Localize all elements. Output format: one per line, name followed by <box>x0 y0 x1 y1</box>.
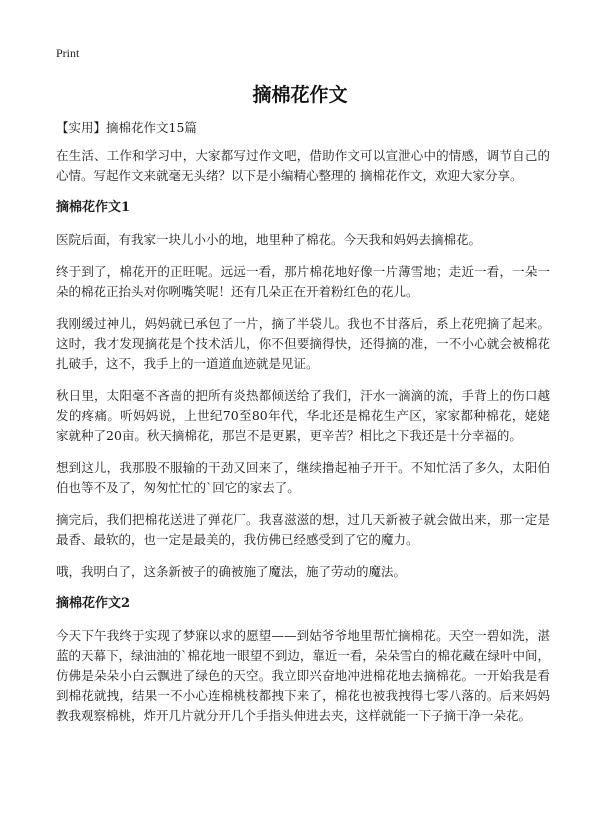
print-label: Print <box>56 46 80 60</box>
document-subtitle: 【实用】摘棉花作文15篇 <box>56 120 197 135</box>
paragraph: 想到这儿，我那股不服输的干劲又回来了，继续撸起袖子开干。不知忙活了多久，太阳伯伯也等不及了，匆匆忙忙的`回它的家去了。 <box>56 460 550 495</box>
section-heading: 摘棉花作文1 <box>56 200 131 215</box>
page-title: 摘棉花作文 <box>252 84 348 106</box>
paragraph: 医院后面，有我家一块儿小小的地，地里种了棉花。今天我和妈妈去摘棉花。 <box>56 232 482 247</box>
article-body <box>56 118 550 738</box>
paragraph: 今天下午我终于实现了梦寐以求的愿望——到姑爷爷地里帮忙摘棉花。天空一碧如洗，湛蓝的天幕下，绿油油的`棉花地一眼望不到边，靠近一看，朵朵雪白的棉花藏在绿叶中间，仿佛是朵朵小白云飘进了绿色的天空。我立即兴奋地冲进棉花地去摘棉花。一开始我是看到棉花就拽，结果一不小心连棉桃枝都拽下来了，棉花也被我拽得七零八落的。后来妈妈教我观察棉桃，炸开几片就分开几个手指头伸进去夹，这样就能一下子摘干净一朵花。 <box>56 628 550 723</box>
intro-paragraph: 在生活、工作和学习中，大家都写过作文吧，借助作文可以宣泄心中的情感，调节自己的心情。写起作文来就毫无头绪？以下是小编精心整理的 摘棉花作文，欢迎大家分享。 <box>56 148 550 183</box>
paragraph: 摘完后，我们把棉花送进了弹花厂。我喜滋滋的想，过几天新被子就会做出来，那一定是最香、最软的，也一定是最美的，我仿佛已经感受到了它的魔力。 <box>56 512 550 547</box>
section-heading: 摘棉花作文2 <box>56 596 131 611</box>
paragraph: 哦，我明白了，这条新被子的确被施了魔法，施了劳动的魔法。 <box>56 564 407 579</box>
paragraph: 终于到了，棉花开的正旺呢。远远一看，那片棉花地好像一片薄雪地；走近一看，一朵一朵的棉花正抬头对你咧嘴笑呢！还有几朵正在开着粉红色的花儿。 <box>56 264 550 299</box>
paragraph: 秋日里，太阳毫不吝啬的把所有炎热都倾送给了我们，汗水一滴滴的流，手背上的伤口越发的疼痛。听妈妈说，上世纪70至80年代，华北还是棉花生产区，家家都种棉花，姥姥家就种了20亩。秋天摘棉花，那岂不是更累，更辛苦？相比之下我还是十分幸福的。 <box>56 388 550 443</box>
paragraph: 我刚缓过神儿，妈妈就已承包了一片，摘了半袋儿。我也不甘落后，系上花兜摘了起来。这时，我才发现摘花是个技术活儿，你不但要摘得快，还得摘的准，一不小心就会被棉花扎破手，这不，我手上的一道道血迹就是见证。 <box>56 316 550 371</box>
